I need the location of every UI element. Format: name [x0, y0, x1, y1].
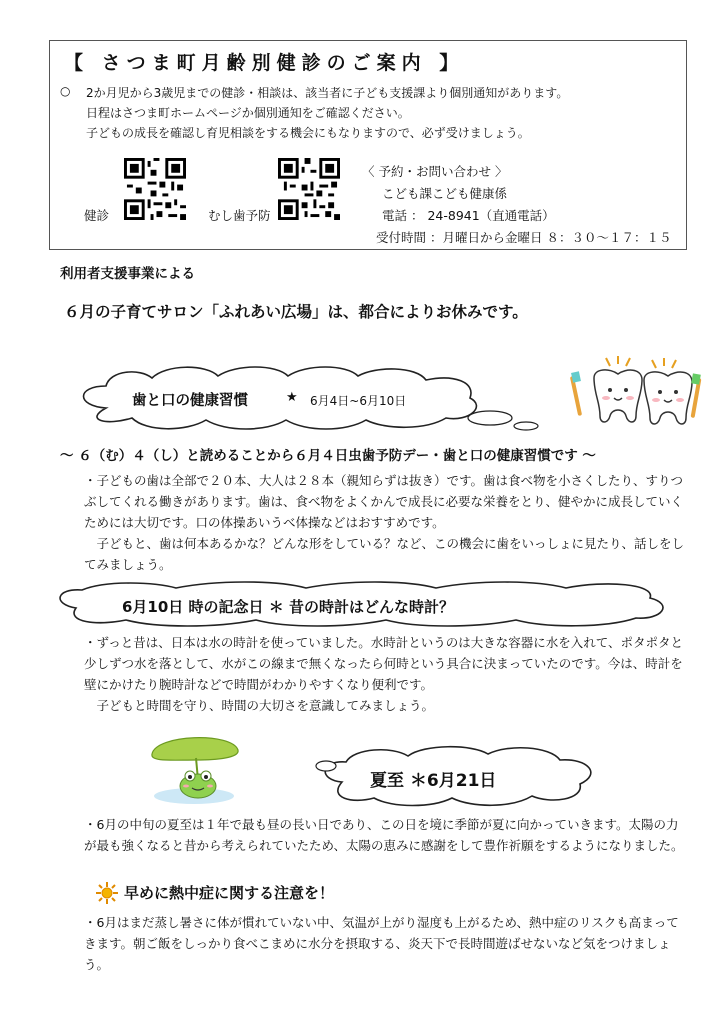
contact-hours: 受付時間 ：月曜日から金曜日 ８：３０～１７：１５ [376, 230, 672, 245]
teeth-paragraph-2: 子どもと、歯は何本あるかな？どんな形をしている？など、この機会に歯をいっしょに見たり、話しをしてみましょう。 [84, 536, 685, 572]
solstice-body [84, 814, 684, 856]
info-line-2: 日程はさつま町ホームページか個別通知をご確認ください。 [86, 106, 410, 120]
salon-notice: ６月の子育てサロン「ふれあい広場」は、都合によりお休みです。 [64, 303, 528, 321]
heat-paragraph-1: ・6月はまだ蒸し暑さに体が慣れていない中、気温が上がり湿度も上がるため、熱中症のリスクも高まってきます。朝ご飯をしっかり食べこまめに水分を摂取する、炎天下で長時間遊ばせないなど気をつけましょう。 [84, 915, 679, 972]
frog-leaf-icon [146, 730, 246, 806]
sun-icon [96, 882, 118, 904]
info-line-3: 子どもの成長を確認し育児相談をする機会にもなりますので、必ず受けましょう。 [86, 126, 530, 140]
clock-body [84, 632, 684, 716]
contact-heading: 〈 予約・お問い合わせ 〉 [362, 164, 508, 179]
solstice-paragraph-1: ・6月の中旬の夏至は１年で最も昼の長い日であり、この日を境に季節が夏に向かっていきます。太陽の力が最も強くなると昔から考えられていたため、太陽の恵みに感謝をして豊作祈願をするようになりました。 [84, 817, 684, 853]
qr-label-cavity-prevention: むし歯予防 [208, 208, 271, 223]
qr-code-checkup-icon[interactable] [124, 158, 186, 220]
heat-body [84, 912, 684, 975]
contact-phone: 電話 ： 24-8941（直通電話） [382, 208, 555, 223]
teeth-paragraph-1: ・子どもの歯は全部で２０本、大人は２８本（親知らずは抜き）です。歯は食べ物を小さくしたり、すりつぶしてくれる働きがあります。歯は、食べ物をよくかんで成長に必要な栄養をとり、健やかに成長していくためには大切です。口の体操あいうべ体操などはおすすめです。 [84, 473, 684, 530]
info-line-1: 2か月児から3歳児までの健診・相談は、該当者に子ども支援課より個別通知があります。 [86, 86, 569, 100]
teeth-body [84, 470, 684, 575]
contact-dept: こども課こども健康係 [382, 186, 508, 201]
qr-label-checkup: 健診 [84, 208, 110, 223]
support-label: 利用者支援事業による [60, 266, 195, 282]
heat-title: 早めに熱中症に関する注意を！ [124, 884, 335, 902]
teeth-title: 歯と口の健康習慣 [132, 393, 248, 409]
clock-title: 6月10日 時の記念日 ＊ 昔の時計はどんな時計？ [122, 598, 454, 616]
clock-paragraph-1: ・ずっと昔は、日本は水の時計を使っていました。水時計というのは大きな容器に水を入れて、ポタポタと少しずつ水を落として、水がこの線まで無くなったら何時という具合に決まっていたのです。今は、時計を壁にかけたり腕時計などで時間がわかりやすくなり便利です。 [84, 635, 684, 692]
teeth-dates: 6月4日~6月10日 [310, 394, 407, 408]
teeth-subtitle: ～ ６（む）４（し）と読めることから６月４日虫歯予防デー・歯と口の健康習慣です ～ [60, 448, 596, 464]
info-bullet: ○ [60, 84, 71, 98]
clock-paragraph-2: 子どもと時間を守り、時間の大切さを意識してみましょう。 [84, 698, 435, 713]
solstice-title: 夏至 ＊6月21日 [370, 771, 497, 791]
qr-code-cavity-prevention-icon[interactable] [278, 158, 340, 220]
info-box-title: 【 さつま町月齢別健診のご案内 】 [64, 52, 465, 74]
teeth-star-icon: ★ [286, 390, 298, 405]
teeth-characters-icon [566, 354, 706, 428]
